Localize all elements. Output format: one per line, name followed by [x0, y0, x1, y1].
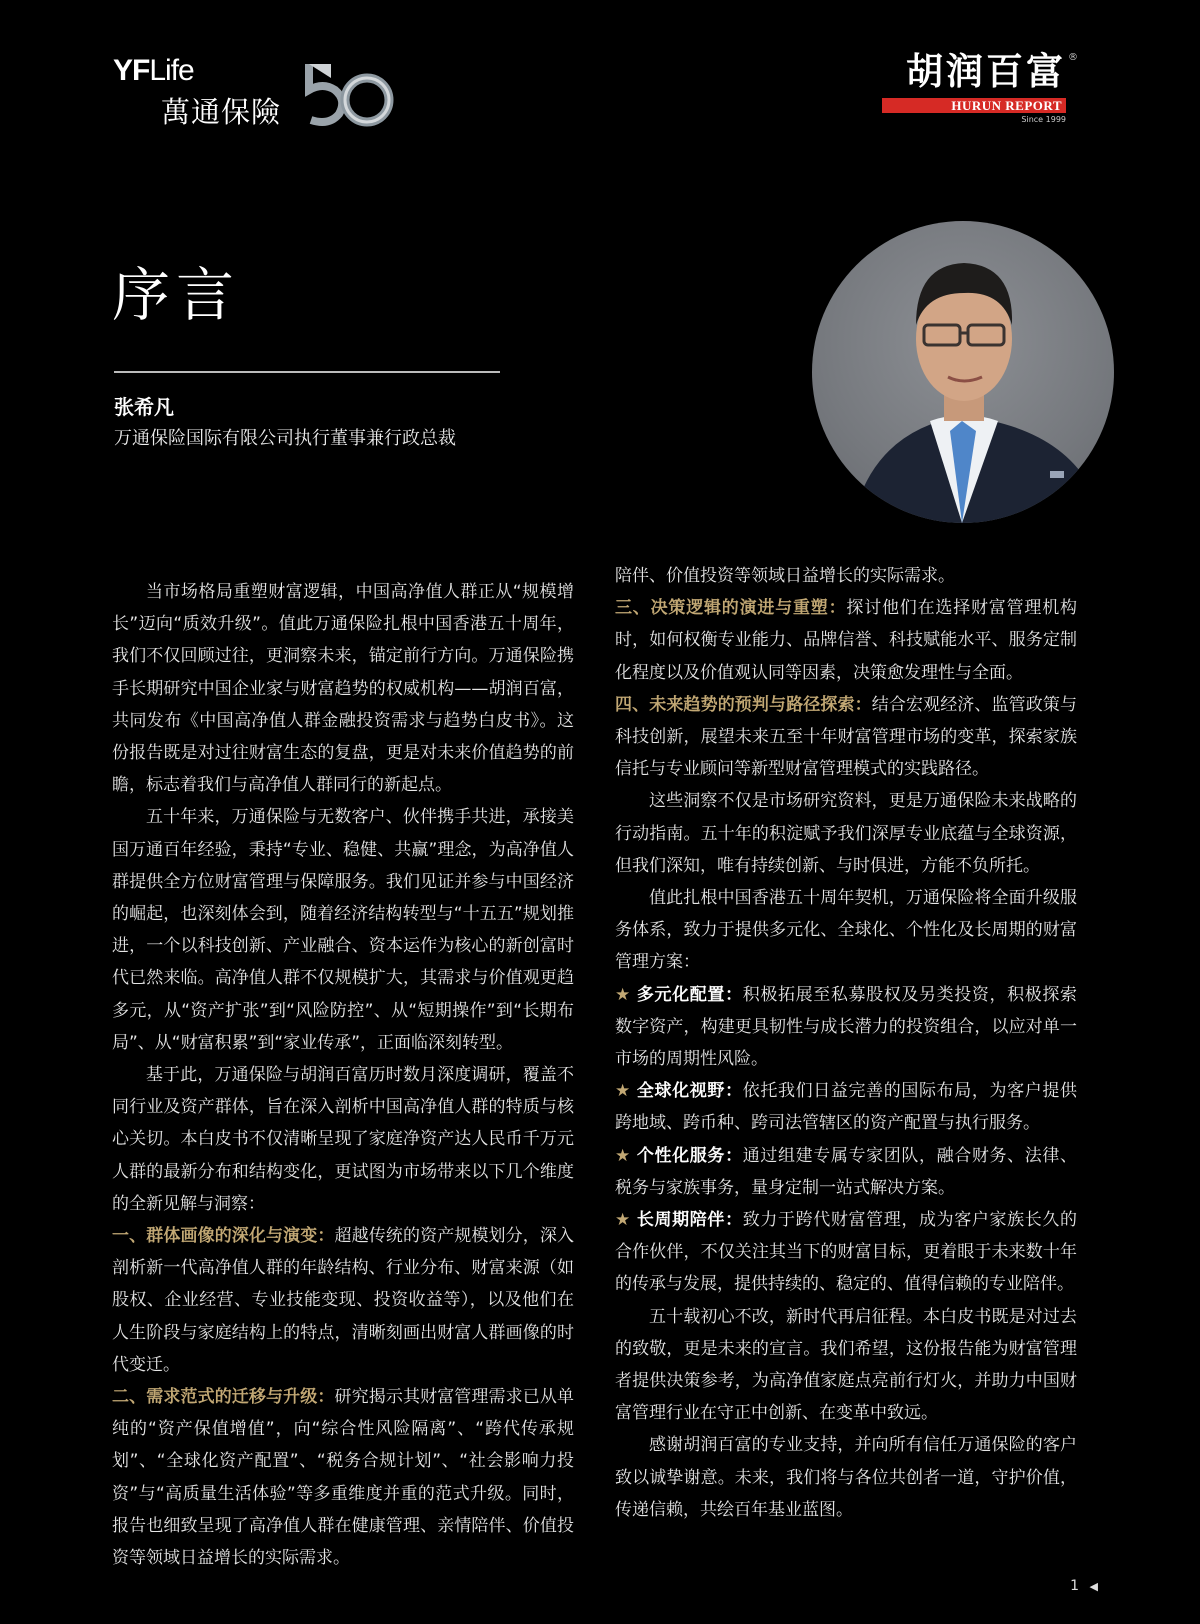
- service-1-heading: 多元化配置：: [636, 984, 743, 1005]
- yflife-logo: [113, 54, 393, 129]
- paragraph-service-upgrade: 值此扎根中国香港五十周年契机，万通保险将全面升级服务体系，致力于提供多元化、全球化、个性化及长周期的财富管理方案：: [615, 888, 1077, 973]
- insight-2: [112, 1381, 574, 1573]
- page-marker-icon: ◀: [1089, 1580, 1098, 1593]
- insight-1-text: 超越传统的资产规模划分，深入剖析新一代高净值人群的年龄结构、行业分布、财富来源（如股权、企业经营、专业技能变现、投资收益等），以及他们在人生阶段与家庭结构上的特点，清晰刻画出财富人群画像的时代变迁。: [112, 1226, 574, 1375]
- hurun-chinese-name: 胡润百富: [906, 50, 1066, 93]
- registered-mark: ®: [1068, 52, 1078, 63]
- author-position: 万通保险国际有限公司执行董事兼行政总裁: [114, 428, 456, 449]
- insight-1-heading: 一、群体画像的深化与演变：: [112, 1226, 335, 1247]
- insight-4-text: 结合宏观经济、监管政策与科技创新，展望未来五至十年财富管理市场的变革，探索家族信托与专业顾问等新型财富管理模式的实践路径。: [615, 694, 1078, 780]
- paragraph-intro: 当市场格局重塑财富逻辑，中国高净值人群正从“规模增长”迈向“质效升级”。值此万通保险扎根中国香港五十周年，我们不仅回顾过往，更洞察未来，锚定前行方向。万通保险携手长期研究中国企业家与财富趋势的权威机构——胡润百富，共同发布《中国高净值人群金融投资需求与趋势白皮书》。这份报告既是对过往财富生态的复盘，更是对未来价值趋势的前瞻，标志着我们与高净值人群同行的新起点。: [112, 582, 574, 796]
- page-number-value: 1: [1070, 1578, 1080, 1594]
- insight-3: [615, 592, 1077, 689]
- author-name: 张希凡: [114, 395, 174, 419]
- service-1: [615, 979, 1077, 1076]
- insight-1: [112, 1220, 574, 1381]
- paragraph-fifty-years: 五十年来，万通保险与无数客户、伙伴携手共进，承接美国万通百年经验，秉持“专业、稳健、共赢”理念，为高净值人群提供全方位财富管理与保障服务。我们见证并参与中国经济的崛起，也深刻体会到，随着经济结构转型与“十五五”规划推进，一个以科技创新、产业融合、资本运作为核心的新创富时代已然来临。高净值人群不仅规模扩大，其需求与价值观更趋多元，从“资产扩张”到“风险防控”、从“短期操作”到“长期布局”、从“财富积累”到“家业传承”，正面临深刻转型。: [112, 807, 574, 1053]
- body-column-right: [615, 560, 1077, 1526]
- paragraph-thanks: 感谢胡润百富的专业支持，并向所有信任万通保险的客户致以诚挚谢意。未来，我们将与各位共创者一道，守护价值，传递信赖，共绘百年基业蓝图。: [615, 1435, 1077, 1520]
- insight-2-text: 研究揭示其财富管理需求已从单纯的“资产保值增值”，向“综合性风险隔离”、“跨代传承规划”、“全球化资产配置”、“税务合规计划”、“社会影响力投资”与“高质量生活体验”等多重维度并重的范式升级。同时，报告也细致呈现了高净值人群在健康管理、亲情陪伴、价值投资等领域日益增长的实际需求。: [112, 1387, 574, 1569]
- insight-3-text: 探讨他们在选择财富管理机构时，如何权衡专业能力、品牌信誉、科技赋能水平、服务定制化程度以及价值观认同等因素，决策愈发理性与全面。: [615, 598, 1078, 683]
- 50th-anniversary-icon: [301, 60, 397, 130]
- paragraph-insights-guide: 这些洞察不仅是市场研究资料，更是万通保险未来战略的行动指南。五十年的积淀赋予我们深厚专业底蕴与全球资源，但我们深知，唯有持续创新、与时俱进，方能不负所托。: [615, 791, 1077, 876]
- insight-2-continued: 陪伴、价值投资等领域日益增长的实际需求。: [615, 566, 955, 586]
- insight-4: [615, 689, 1077, 786]
- service-4-heading: 长周期陪伴：: [636, 1210, 743, 1231]
- service-2: [615, 1075, 1077, 1139]
- page-title: 序言: [112, 261, 241, 329]
- service-4-text: 致力于跨代财富管理，成为客户家族长久的合作伙伴，不仅关注其当下的财富目标，更着眼于未来数十年的传承与发展，提供持续的、稳定的、值得信赖的专业陪伴。: [615, 1210, 1078, 1295]
- author-portrait: [812, 221, 1114, 523]
- insight-2-heading: 二、需求范式的迁移与升级：: [112, 1387, 335, 1408]
- service-3: [615, 1140, 1077, 1204]
- portrait-illustration: [812, 221, 1114, 523]
- insight-4-heading: 四、未来趋势的预判与路径探索：: [615, 694, 872, 715]
- yflife-chinese-name: 萬通保險: [161, 95, 282, 129]
- title-divider: [114, 371, 500, 373]
- star-icon: ★: [615, 984, 631, 1005]
- body-column-left: [112, 576, 574, 1573]
- yflife-wordmark: YFLife: [113, 54, 194, 87]
- paragraph-declaration: 五十载初心不改，新时代再启征程。本白皮书既是对过去的致敬，更是未来的宣言。我们希望，这份报告能为财富管理者提供决策参考，为高净值家庭点亮前行灯火，并助力中国财富管理行业在守正中创新、在变革中致远。: [615, 1306, 1077, 1424]
- paragraph-research: 基于此，万通保险与胡润百富历时数月深度调研，覆盖不同行业及资产群体，旨在深入剖析中国高净值人群的特质与核心关切。本白皮书不仅清晰呈现了家庭净资产达人民币千万元人群的最新分布和结构变化，更试图为市场带来以下几个维度的全新见解与洞察：: [112, 1065, 574, 1214]
- star-icon: ★: [615, 1145, 631, 1166]
- service-2-text: 依托我们日益完善的国际布局，为客户提供跨地域、跨币种、跨司法管辖区的资产配置与执行服务。: [615, 1081, 1078, 1134]
- star-icon: ★: [615, 1081, 631, 1102]
- page-number: [1070, 1578, 1098, 1594]
- service-2-heading: 全球化视野：: [636, 1081, 743, 1102]
- hurun-since: Since 1999: [1021, 115, 1066, 124]
- service-3-text: 通过组建专属专家团队，融合财务、法律、税务与家族事务，量身定制一站式解决方案。: [615, 1145, 1078, 1198]
- star-icon: ★: [615, 1210, 631, 1231]
- service-3-heading: 个性化服务：: [636, 1145, 743, 1166]
- hurun-report-logo: [880, 52, 1080, 130]
- service-1-text: 积极拓展至私募股权及另类投资，积极探索数字资产，构建更具韧性与成长潜力的投资组合，以应对单一市场的周期性风险。: [615, 984, 1078, 1070]
- insight-3-heading: 三、决策逻辑的演进与重塑：: [615, 598, 847, 619]
- hurun-english-name: HURUN REPORT: [951, 98, 1062, 113]
- service-4: [615, 1204, 1077, 1301]
